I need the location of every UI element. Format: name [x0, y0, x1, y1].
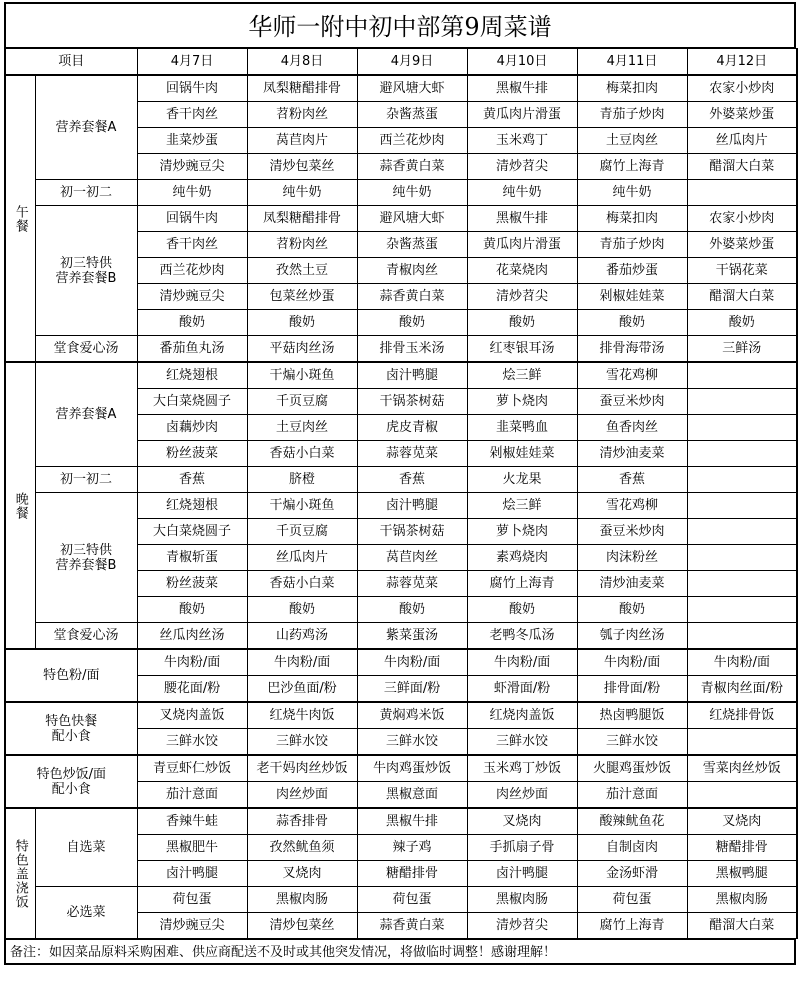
dish-cell: 虾滑面/粉: [467, 676, 577, 703]
dish-cell: 荷包蛋: [357, 887, 467, 913]
dish-cell: 粉丝菠菜: [137, 571, 247, 597]
set-b-label-line2: 营养套餐B: [55, 557, 117, 573]
dish-cell: 干锅茶树菇: [357, 389, 467, 415]
dish-cell: [687, 597, 797, 623]
table-row: [5, 49, 797, 76]
set-b-label-line1: 初三特供: [60, 542, 113, 558]
noodles-label: 特色粉/面: [5, 649, 137, 702]
table-row: [5, 702, 797, 729]
dish-cell: 三鲜水饺: [357, 729, 467, 756]
dish-cell: 纯牛奶: [577, 180, 687, 206]
dish-cell: 牛肉粉/面: [137, 649, 247, 676]
grade12-label: 初一初二: [35, 180, 137, 206]
dish-cell: 叉烧肉: [247, 861, 357, 887]
dish-cell: 黑椒牛排: [467, 75, 577, 102]
dish-cell: 蒜香排骨: [247, 808, 357, 835]
dish-cell: 蒜香黄白菜: [357, 284, 467, 310]
dish-cell: 黑椒牛排: [357, 808, 467, 835]
dish-cell: 黄瓜肉片滑蛋: [467, 102, 577, 128]
dish-cell: 青茄子炒肉: [577, 232, 687, 258]
dish-cell: 清炒包菜丝: [247, 913, 357, 939]
dish-cell: 醋溜大白菜: [687, 284, 797, 310]
dish-cell: 清炒苕尖: [467, 154, 577, 180]
dish-cell: 香干肉丝: [137, 102, 247, 128]
dish-cell: 清炒苕尖: [467, 284, 577, 310]
dish-cell: 红枣银耳汤: [467, 336, 577, 363]
set-a-label: 营养套餐A: [35, 75, 137, 180]
dish-cell: 腐竹上海青: [467, 571, 577, 597]
dish-cell: 雪花鸡柳: [577, 493, 687, 519]
dish-cell: 清炒豌豆尖: [137, 284, 247, 310]
dish-cell: 纯牛奶: [247, 180, 357, 206]
optional-label: 自选菜: [35, 808, 137, 887]
dish-cell: 大白菜烧圆子: [137, 389, 247, 415]
dish-cell: [687, 782, 797, 809]
dish-cell: 卤藕炒肉: [137, 415, 247, 441]
dish-cell: 酸奶: [137, 597, 247, 623]
dish-cell: 黑椒牛排: [467, 206, 577, 232]
dish-cell: [687, 623, 797, 650]
dish-cell: 杂酱蒸蛋: [357, 102, 467, 128]
table-row: [5, 336, 797, 363]
dish-cell: 韭菜炒蛋: [137, 128, 247, 154]
dish-cell: 酸奶: [577, 310, 687, 336]
dish-cell: 花菜烧肉: [467, 258, 577, 284]
set-b-label-line1: 初三特供: [60, 255, 113, 271]
dish-cell: 荷包蛋: [577, 887, 687, 913]
dish-cell: 西兰花炒肉: [137, 258, 247, 284]
dish-cell: 牛肉粉/面: [357, 649, 467, 676]
table-row: [5, 887, 797, 913]
dish-cell: [687, 362, 797, 389]
dish-cell: 干煸小斑鱼: [247, 493, 357, 519]
dish-cell: 卤汁鸭腿: [467, 861, 577, 887]
rice-bowl-label: 特色盖浇饭: [5, 808, 35, 939]
dish-cell: 梅菜扣肉: [577, 75, 687, 102]
dish-cell: 牛肉粉/面: [687, 649, 797, 676]
dish-cell: 辣子鸡: [357, 835, 467, 861]
dish-cell: 茄汁意面: [577, 782, 687, 809]
dish-cell: 黑椒肉肠: [467, 887, 577, 913]
dish-cell: 黑椒肥牛: [137, 835, 247, 861]
dish-cell: 农家小炒肉: [687, 206, 797, 232]
dish-cell: [687, 545, 797, 571]
header-date: 4月12日: [687, 49, 797, 76]
dish-cell: 千页豆腐: [247, 519, 357, 545]
dish-cell: 清炒油麦菜: [577, 441, 687, 467]
dish-cell: 清炒苕尖: [467, 913, 577, 939]
dish-cell: 青茄子炒肉: [577, 102, 687, 128]
dish-cell: 土豆肉丝: [247, 415, 357, 441]
dish-cell: 卤汁鸭腿: [137, 861, 247, 887]
dish-cell: 青椒肉丝: [357, 258, 467, 284]
dish-cell: 素鸡烧肉: [467, 545, 577, 571]
dish-cell: 香蕉: [577, 467, 687, 493]
dish-cell: 外婆菜炒蛋: [687, 102, 797, 128]
table-row: [5, 493, 797, 519]
dish-cell: 苕粉肉丝: [247, 102, 357, 128]
dish-cell: 牛肉粉/面: [247, 649, 357, 676]
dish-cell: 雪菜肉丝炒饭: [687, 755, 797, 782]
dish-cell: 香蕉: [137, 467, 247, 493]
dish-cell: 清炒豌豆尖: [137, 913, 247, 939]
dish-cell: 剁椒娃娃菜: [577, 284, 687, 310]
dish-cell: 三鲜汤: [687, 336, 797, 363]
dish-cell: 番茄炒蛋: [577, 258, 687, 284]
dish-cell: 紫菜蛋汤: [357, 623, 467, 650]
dish-cell: 苕粉肉丝: [247, 232, 357, 258]
dish-cell: 杂酱蒸蛋: [357, 232, 467, 258]
dish-cell: 酸奶: [357, 597, 467, 623]
dish-cell: 韭菜鸭血: [467, 415, 577, 441]
dish-cell: 黑椒肉肠: [687, 887, 797, 913]
dish-cell: 腐竹上海青: [577, 913, 687, 939]
dish-cell: 清炒包菜丝: [247, 154, 357, 180]
dish-cell: 纯牛奶: [357, 180, 467, 206]
dish-cell: 干煸小斑鱼: [247, 362, 357, 389]
dish-cell: 山药鸡汤: [247, 623, 357, 650]
dish-cell: 蚕豆米炒肉: [577, 389, 687, 415]
dish-cell: 莴苣肉片: [247, 128, 357, 154]
dish-cell: 清炒豌豆尖: [137, 154, 247, 180]
header-date: 4月9日: [357, 49, 467, 76]
dish-cell: [687, 519, 797, 545]
dish-cell: 牛肉粉/面: [467, 649, 577, 676]
dish-cell: 牛肉鸡蛋炒饭: [357, 755, 467, 782]
dish-cell: 烩三鲜: [467, 362, 577, 389]
dish-cell: 回锅牛肉: [137, 206, 247, 232]
dish-cell: 西兰花炒肉: [357, 128, 467, 154]
dish-cell: 蒜蓉苋菜: [357, 571, 467, 597]
dish-cell: 叉烧肉: [687, 808, 797, 835]
header-date: 4月11日: [577, 49, 687, 76]
dish-cell: 萝卜烧肉: [467, 519, 577, 545]
dish-cell: 回锅牛肉: [137, 75, 247, 102]
dish-cell: 包菜丝炒蛋: [247, 284, 357, 310]
dish-cell: 三鲜水饺: [247, 729, 357, 756]
dish-cell: 红烧翅根: [137, 493, 247, 519]
header-item: 项目: [5, 49, 137, 76]
dish-cell: 蒜香黄白菜: [357, 154, 467, 180]
dish-cell: 凤梨糖醋排骨: [247, 75, 357, 102]
dish-cell: 萝卜烧肉: [467, 389, 577, 415]
dish-cell: 腰花面/粉: [137, 676, 247, 703]
dinner-label: 晚餐: [5, 362, 35, 649]
dish-cell: 瓠子肉丝汤: [577, 623, 687, 650]
dish-cell: 排骨面/粉: [577, 676, 687, 703]
fastfood-label-line2: 配小食: [51, 728, 91, 744]
dish-cell: 丝瓜肉片: [247, 545, 357, 571]
dish-cell: 醋溜大白菜: [687, 154, 797, 180]
dish-cell: 黑椒意面: [357, 782, 467, 809]
set-b-label-line2: 营养套餐B: [55, 270, 117, 286]
dish-cell: 酸奶: [137, 310, 247, 336]
table-row: [5, 467, 797, 493]
dish-cell: 外婆菜炒蛋: [687, 232, 797, 258]
dish-cell: 剁椒娃娃菜: [467, 441, 577, 467]
dish-cell: 酸奶: [247, 310, 357, 336]
dish-cell: 醋溜大白菜: [687, 913, 797, 939]
required-label: 必选菜: [35, 887, 137, 939]
dish-cell: 腐竹上海青: [577, 154, 687, 180]
dish-cell: 清炒油麦菜: [577, 571, 687, 597]
header-date: 4月7日: [137, 49, 247, 76]
set-b-label: [35, 206, 137, 336]
dish-cell: 丝瓜肉丝汤: [137, 623, 247, 650]
dish-cell: 肉丝炒面: [247, 782, 357, 809]
dish-cell: 糖醋排骨: [357, 861, 467, 887]
dish-cell: 玉米鸡丁炒饭: [467, 755, 577, 782]
dish-cell: 火龙果: [467, 467, 577, 493]
dish-cell: [687, 415, 797, 441]
dish-cell: 酸奶: [467, 310, 577, 336]
dish-cell: 卤汁鸭腿: [357, 493, 467, 519]
set-a-label: 营养套餐A: [35, 362, 137, 467]
set-b-label: [35, 493, 137, 623]
dish-cell: 鱼香肉丝: [577, 415, 687, 441]
dish-cell: 叉烧肉: [467, 808, 577, 835]
dish-cell: [687, 441, 797, 467]
dish-cell: 蒜香黄白菜: [357, 913, 467, 939]
dish-cell: 避风塘大虾: [357, 206, 467, 232]
dish-cell: 蒜蓉苋菜: [357, 441, 467, 467]
dish-cell: 牛肉粉/面: [577, 649, 687, 676]
lunch-label: 午餐: [5, 75, 35, 362]
dish-cell: 黑椒肉肠: [247, 887, 357, 913]
dish-cell: 虎皮青椒: [357, 415, 467, 441]
dish-cell: [687, 729, 797, 756]
dish-cell: [687, 571, 797, 597]
dish-cell: 酸奶: [467, 597, 577, 623]
header-date: 4月10日: [467, 49, 577, 76]
dish-cell: 酸奶: [357, 310, 467, 336]
dish-cell: 农家小炒肉: [687, 75, 797, 102]
dish-cell: 火腿鸡蛋炒饭: [577, 755, 687, 782]
dish-cell: 香菇小白菜: [247, 441, 357, 467]
dish-cell: 红烧肉盖饭: [467, 702, 577, 729]
soup-label: 堂食爱心汤: [35, 623, 137, 650]
dish-cell: 红烧排骨饭: [687, 702, 797, 729]
fastfood-label-line1: 特色快餐: [45, 713, 98, 729]
dish-cell: 孜然土豆: [247, 258, 357, 284]
dish-cell: 酸辣鱿鱼花: [577, 808, 687, 835]
friedrice-label-line2: 配小食: [51, 781, 91, 797]
dish-cell: 茄汁意面: [137, 782, 247, 809]
dish-cell: 青椒斩蛋: [137, 545, 247, 571]
dish-cell: 莴苣肉丝: [357, 545, 467, 571]
dish-cell: 丝瓜肉片: [687, 128, 797, 154]
dish-cell: 香辣牛蛙: [137, 808, 247, 835]
table-row: [5, 206, 797, 232]
dish-cell: 酸奶: [247, 597, 357, 623]
page-title: 华师一附中初中部第9周菜谱: [4, 2, 796, 48]
dish-cell: [687, 493, 797, 519]
dish-cell: 酸奶: [687, 310, 797, 336]
dish-cell: 酸奶: [577, 597, 687, 623]
dish-cell: 黄瓜肉片滑蛋: [467, 232, 577, 258]
dish-cell: 金汤虾滑: [577, 861, 687, 887]
dish-cell: 卤汁鸭腿: [357, 362, 467, 389]
dish-cell: 三鲜水饺: [467, 729, 577, 756]
dish-cell: 干锅茶树菇: [357, 519, 467, 545]
dish-cell: 排骨玉米汤: [357, 336, 467, 363]
dish-cell: 玉米鸡丁: [467, 128, 577, 154]
dish-cell: 黄焖鸡米饭: [357, 702, 467, 729]
dish-cell: 排骨海带汤: [577, 336, 687, 363]
dish-cell: 大白菜烧圆子: [137, 519, 247, 545]
dish-cell: [687, 467, 797, 493]
dish-cell: 红烧翅根: [137, 362, 247, 389]
dish-cell: 凤梨糖醋排骨: [247, 206, 357, 232]
dish-cell: 香蕉: [357, 467, 467, 493]
dish-cell: 巴沙鱼面/粉: [247, 676, 357, 703]
table-row: [5, 808, 797, 835]
dish-cell: 手抓扇子骨: [467, 835, 577, 861]
dish-cell: 三鲜水饺: [577, 729, 687, 756]
header-date: 4月8日: [247, 49, 357, 76]
friedrice-label-line1: 特色炒饭/面: [36, 766, 106, 782]
soup-label: 堂食爱心汤: [35, 336, 137, 363]
dish-cell: 荷包蛋: [137, 887, 247, 913]
table-row: [5, 649, 797, 676]
dish-cell: 三鲜面/粉: [357, 676, 467, 703]
dish-cell: 雪花鸡柳: [577, 362, 687, 389]
dish-cell: 平菇肉丝汤: [247, 336, 357, 363]
dish-cell: 青豆虾仁炒饭: [137, 755, 247, 782]
dish-cell: 老鸭冬瓜汤: [467, 623, 577, 650]
dish-cell: 热卤鸭腿饭: [577, 702, 687, 729]
dish-cell: [687, 180, 797, 206]
footer-note: 备注：如因菜品原料采购困难、供应商配送不及时或其他突发情况，将做临时调整！感谢理解！: [4, 939, 796, 965]
dish-cell: 烩三鲜: [467, 493, 577, 519]
table-row: [5, 75, 797, 102]
dish-cell: 三鲜水饺: [137, 729, 247, 756]
table-row: [5, 623, 797, 650]
dish-cell: 蚕豆米炒肉: [577, 519, 687, 545]
dish-cell: 粉丝菠菜: [137, 441, 247, 467]
dish-cell: 叉烧肉盖饭: [137, 702, 247, 729]
dish-cell: 香菇小白菜: [247, 571, 357, 597]
dish-cell: 香干肉丝: [137, 232, 247, 258]
table-row: [5, 362, 797, 389]
dish-cell: 番茄鱼丸汤: [137, 336, 247, 363]
dish-cell: 孜然鱿鱼须: [247, 835, 357, 861]
grade12-label: 初一初二: [35, 467, 137, 493]
menu-sheet: [4, 2, 796, 965]
friedrice-label: [5, 755, 137, 808]
dish-cell: 干锅花菜: [687, 258, 797, 284]
fastfood-label: [5, 702, 137, 755]
table-row: [5, 755, 797, 782]
dish-cell: 肉沫粉丝: [577, 545, 687, 571]
dish-cell: 纯牛奶: [467, 180, 577, 206]
dish-cell: 青椒肉丝面/粉: [687, 676, 797, 703]
dish-cell: 梅菜扣肉: [577, 206, 687, 232]
dish-cell: 肉丝炒面: [467, 782, 577, 809]
dish-cell: 自制卤肉: [577, 835, 687, 861]
dish-cell: 老干妈肉丝炒饭: [247, 755, 357, 782]
dish-cell: 避风塘大虾: [357, 75, 467, 102]
dish-cell: 脐橙: [247, 467, 357, 493]
dish-cell: [687, 389, 797, 415]
dish-cell: 千页豆腐: [247, 389, 357, 415]
dish-cell: 红烧牛肉饭: [247, 702, 357, 729]
dish-cell: 黑椒鸭腿: [687, 861, 797, 887]
dish-cell: 纯牛奶: [137, 180, 247, 206]
table-row: [5, 180, 797, 206]
menu-table: [4, 48, 798, 939]
dish-cell: 糖醋排骨: [687, 835, 797, 861]
dish-cell: 土豆肉丝: [577, 128, 687, 154]
